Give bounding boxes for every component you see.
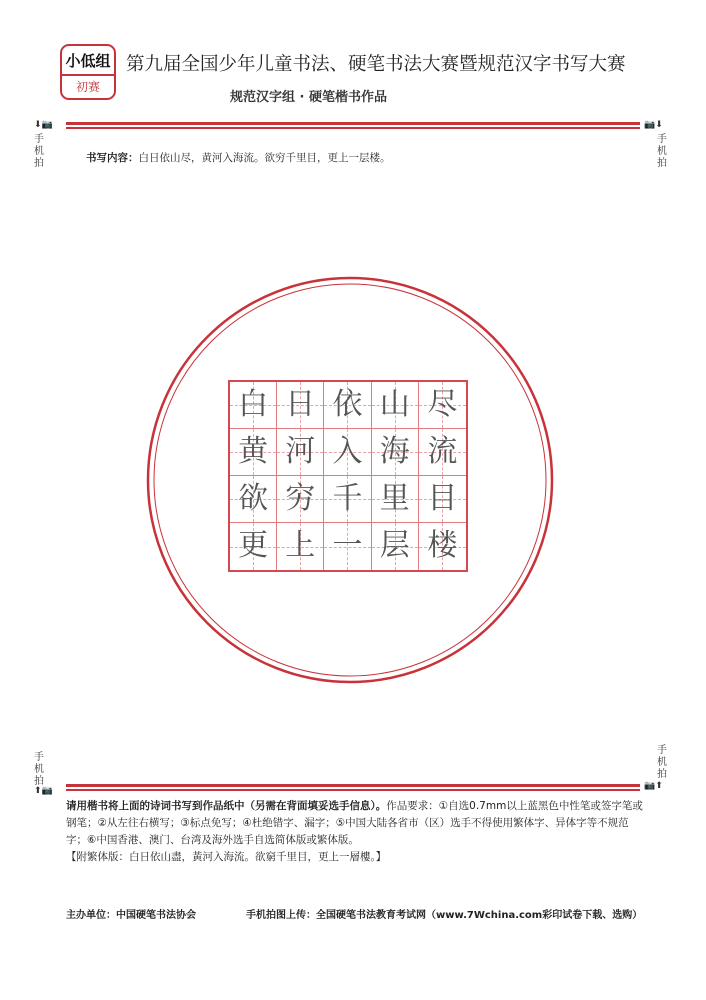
grid-cell xyxy=(419,523,466,570)
grid-cell xyxy=(419,382,466,429)
grid-char: 楼 xyxy=(427,528,458,563)
grid-cell xyxy=(230,523,277,570)
grid-cell xyxy=(372,429,419,476)
side-label-left-top: 手机拍 xyxy=(34,134,44,169)
side-label-right-bottom: 手机拍 xyxy=(657,745,667,780)
grid-char: 山 xyxy=(379,387,410,422)
grid-char: 更 xyxy=(238,528,269,563)
grid-char: 入 xyxy=(332,434,363,469)
grid-cell xyxy=(277,523,324,570)
grid-char: 欲 xyxy=(238,481,269,516)
grid-char: 千 xyxy=(332,481,363,516)
top-divider xyxy=(66,122,640,130)
writing-grid xyxy=(228,380,468,572)
grid-char: 目 xyxy=(427,481,458,516)
grid-char: 一 xyxy=(332,528,363,563)
requirements-intro: 请用楷书将上面的诗词书写到作品纸中（另需在背面填妥选手信息）。 xyxy=(66,800,387,812)
grid-cell xyxy=(277,429,324,476)
badge-round-label: 初赛 xyxy=(75,80,100,94)
grid-frame xyxy=(228,380,468,572)
organizer-text: 主办单位：中国硬笔书法协会 xyxy=(66,910,196,921)
camera-icon: 📷⬇ xyxy=(644,120,663,130)
side-label-left-bottom: 手机拍 xyxy=(34,752,44,787)
grid-char: 海 xyxy=(379,434,410,469)
content-line xyxy=(86,150,391,165)
grid-cell xyxy=(277,382,324,429)
grid-char: 白 xyxy=(238,387,269,422)
camera-icon: ⬇📷 xyxy=(34,120,53,130)
grid-cell xyxy=(324,382,371,429)
grid-cell xyxy=(372,382,419,429)
page-subtitle: 规范汉字组 · 硬笔楷书作品 xyxy=(230,90,387,105)
requirements-block xyxy=(66,798,646,866)
grid-cell xyxy=(230,476,277,523)
page-title: 第九届全国少年儿童书法、硬笔书法大赛暨规范汉字书写大赛 xyxy=(126,54,626,75)
requirements-body: 作品要求：①自选0.7mm以上蓝黑色中性笔或签字笔或钢笔；②从左往右横写；③标点免写；④杜绝错字、漏字；⑤中国大陆各省市（区）选手不得使用繁体字、异体字等不规范字；⑥中国香港、澳门、台湾及海外选手自选简体版或繁体版。 xyxy=(66,800,643,846)
grid-char: 流 xyxy=(427,434,458,469)
grid-char: 上 xyxy=(285,528,316,563)
grid-cell xyxy=(324,523,371,570)
grid-char: 层 xyxy=(379,528,410,563)
grid-char: 日 xyxy=(285,387,316,422)
upload-text: 手机拍图上传：全国硬笔书法教育考试网（www.7Wchina.com彩印试卷下载、选购） xyxy=(246,910,643,921)
grid-cell xyxy=(419,429,466,476)
grid-cell xyxy=(372,476,419,523)
traditional-version: 【附繁体版：白日依山盡，黃河入海流。欲窮千里目，更上一層樓。】 xyxy=(66,851,387,863)
badge-group-label: 小低组 xyxy=(62,46,114,76)
camera-icon: ⬆📷 xyxy=(34,786,53,796)
grid-char: 河 xyxy=(285,434,316,469)
grid-cell xyxy=(372,523,419,570)
grid-char: 黄 xyxy=(238,434,269,469)
grid-cell xyxy=(277,476,324,523)
grid-cell xyxy=(324,429,371,476)
group-badge xyxy=(60,44,116,100)
grid-char: 尽 xyxy=(427,387,458,422)
content-text: 白日依山尽，黄河入海流。欲穷千里目，更上一层楼。 xyxy=(138,152,391,164)
bottom-divider xyxy=(66,784,640,792)
grid-char: 依 xyxy=(332,387,363,422)
grid-cell xyxy=(419,476,466,523)
content-label: 书写内容： xyxy=(86,152,139,164)
side-label-right-top: 手机拍 xyxy=(657,134,667,169)
grid-cell xyxy=(230,382,277,429)
grid-cell xyxy=(230,429,277,476)
camera-icon: 📷⬆ xyxy=(644,781,663,791)
grid-char: 里 xyxy=(379,481,410,516)
grid-char: 穷 xyxy=(285,481,316,516)
grid-cell xyxy=(324,476,371,523)
